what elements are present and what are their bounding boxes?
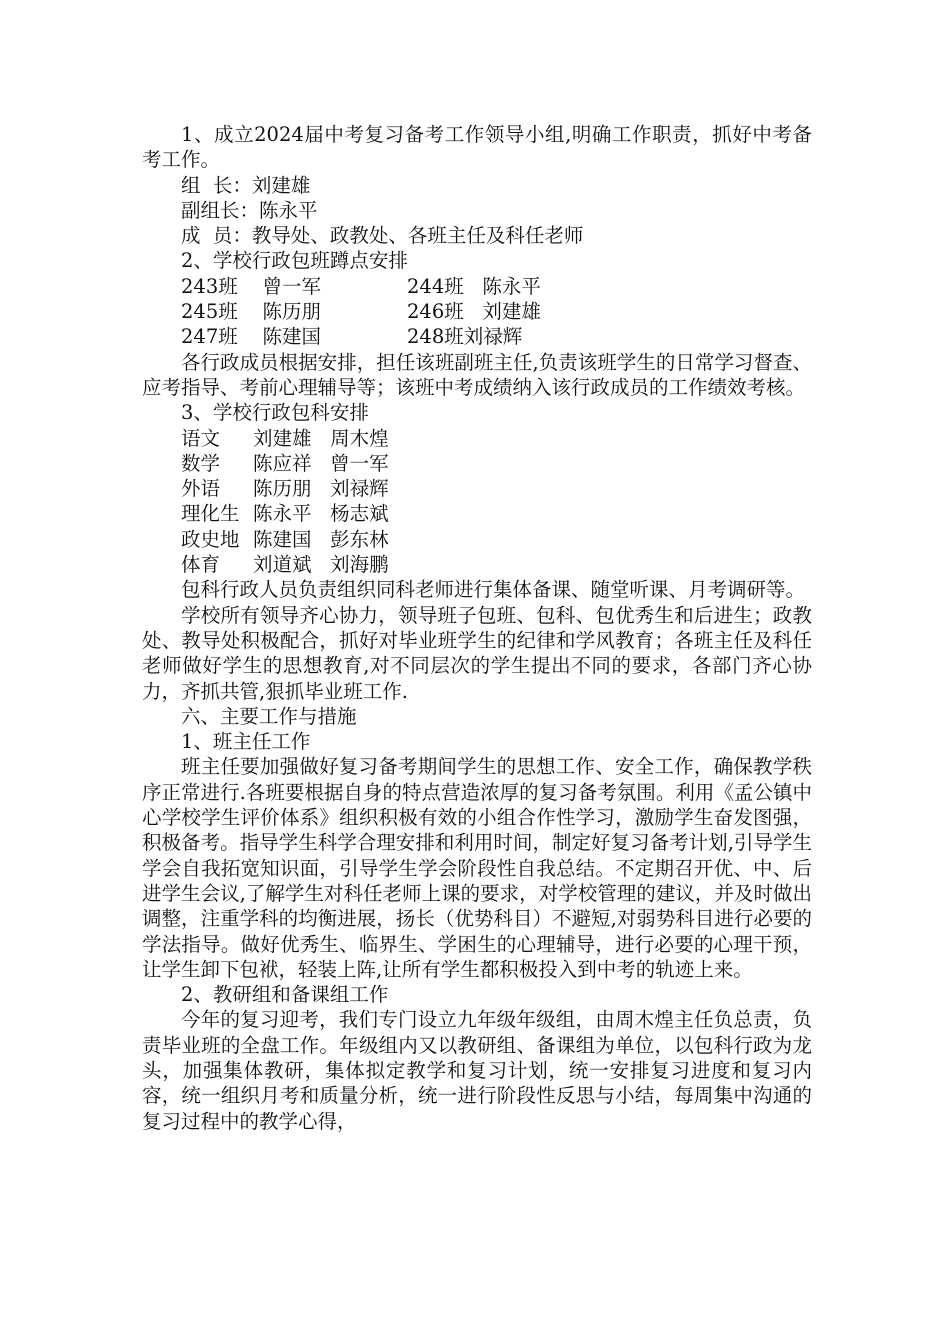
class-cell: 244班 陈永平 [407,274,541,298]
subject-name: 政史地 [181,527,240,551]
subject-row [181,552,812,577]
class-cell: 243班 曾一军 [181,274,322,298]
subject-name: 外语 [181,477,221,501]
document-page [142,122,812,1134]
paragraph-all-leaders: 学校所有领导齐心协力，领导班子包班、包科、包优秀生和后进生；政教处、教导处积极配合，抓好对毕业班学生的纪律和学风教育；各班主任及科任老师做好学生的思想教育,对不同层次的学生提出不同的要求，各部门齐心协力，齐抓共管,狠抓毕业班工作. [142,603,812,703]
paragraph-subject-duty: 包科行政人员负责组织同科老师进行集体备课、随堂听课、月考调研等。 [181,578,806,602]
subject-row [181,501,812,526]
subject-list [142,426,812,578]
class-row [142,324,812,349]
subject-name: 数学 [181,451,221,475]
heading-research-group: 2、教研组和备课组工作 [181,983,389,1007]
subject-name: 体育 [181,553,221,577]
vice-leader-line: 副组长：陈永平 [181,198,318,222]
class-cell: 245班 陈历朋 [181,300,322,324]
heading-subject-assignment: 3、学校行政包科安排 [181,401,369,425]
subject-people: 刘道斌 刘海鹏 [253,553,389,577]
paragraph-leadership-group: 1、成立2024届中考复习备考工作领导小组,明确工作职责，抓好中考备考工作。 [142,123,812,172]
subject-people: 陈永平 杨志斌 [253,502,389,526]
leader-line: 组 长：刘建雄 [181,173,311,197]
paragraph-head-teacher: 班主任要加强做好复习备考期间学生的思想工作、安全工作，确保教学秩序正常进行.各班要根据自身的特点营造浓厚的复习备考氛围。利用《孟公镇中心学校学生评价体系》组织积极有效的小组合作性学习，激励学生奋发图强，积极备考。指导学生科学合理安排和利用时间，制定好复习备考计划,引导学生学会自我拓宽知识面，引导学生学会阶段性自我总结。不定期召开优、中、后进学生会议,了解学生对科任老师上课的要求，对学校管理的建议，并及时做出调整，注重学科的均衡进展，扬长（优势科目）不避短,对弱势科目进行必要的学法指导。做好优秀生、临界生、学困生的心理辅导，进行必要的心理干预，让学生卸下包袱，轻装上阵,让所有学生都积极投入到中考的轨迹上来。 [142,755,812,981]
members-line: 成 员：教导处、政教处、各班主任及科任老师 [181,224,584,248]
heading-main-work: 六、主要工作与措施 [181,704,357,728]
heading-head-teacher: 1、班主任工作 [181,730,311,754]
subject-people: 陈历朋 刘禄辉 [253,477,389,501]
class-row [142,299,812,324]
subject-people: 陈建国 彭东林 [253,527,389,551]
class-cell: 247班 陈建国 [181,325,322,349]
subject-name: 语文 [181,426,221,450]
subject-row [181,527,812,552]
class-cell: 246班 刘建雄 [407,300,541,324]
class-row [142,274,812,299]
subject-row [181,451,812,476]
paragraph-research-group: 今年的复习迎考，我们专门设立九年级年级组，由周木煌主任负总责，负责毕业班的全盘工作。年级组内又以教研组、备课组为单位，以包科行政为龙头，加强集体教研，集体拟定教学和复习计划，统一安排复习进度和复习内容，统一组织月考和质量分析，统一进行阶段性反思与小结，每周集中沟通的复习过程中的教学心得， [142,1008,812,1133]
subject-people: 陈应祥 曾一军 [253,451,389,475]
subject-row [181,426,812,451]
subject-people: 刘建雄 周木煌 [253,426,389,450]
subject-row [181,476,812,501]
paragraph-class-duty: 各行政成员根据安排，担任该班副班主任,负责该班学生的日常学习督查、应考指导、考前心理辅导等；该班中考成绩纳入该行政成员的工作绩效考核。 [142,350,812,399]
class-cell: 248班刘禄辉 [407,325,523,349]
heading-class-assignment: 2、学校行政包班蹲点安排 [181,249,408,273]
subject-name: 理化生 [181,502,240,526]
